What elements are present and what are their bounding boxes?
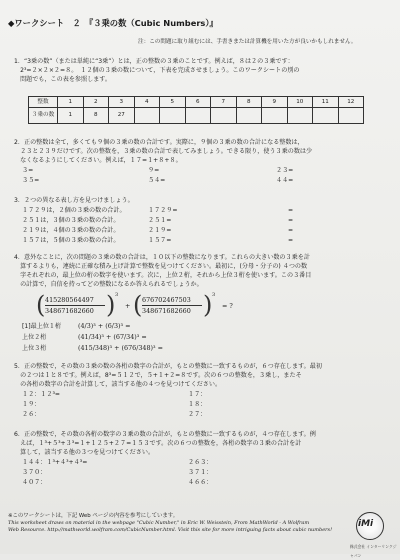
q5-item[interactable]: ２７： bbox=[188, 411, 207, 418]
answer-cell[interactable] bbox=[211, 108, 237, 124]
q6-item[interactable]: １４４：１³+４³+４³= bbox=[22, 459, 88, 466]
q5-item[interactable]: １２：１２³= bbox=[22, 391, 61, 398]
footer-citation: This worksheet draws on material in the webpage "Cubic Number," in Eric W. Weisstein, From MathWorld - A Wolfram bbox=[8, 520, 310, 526]
q4-step-label: 上位３桁 bbox=[22, 345, 47, 352]
q2-item[interactable]: ２３= bbox=[276, 167, 294, 174]
table-cell: 8 bbox=[83, 108, 109, 124]
table-cell: 1 bbox=[58, 97, 84, 108]
equals-question: = ? bbox=[222, 302, 233, 310]
q6-item[interactable]: ４０７： bbox=[22, 479, 47, 486]
q6-item[interactable]: ３７１： bbox=[188, 469, 213, 476]
q5-item[interactable]: １９： bbox=[22, 401, 41, 408]
q2-item[interactable]: ５４= bbox=[148, 177, 166, 184]
q4-line: の計算で，自信を持ってどの整数になるか答えられるでしょうか。 bbox=[14, 281, 203, 288]
q1-line: 問題でも，この表を参照します。 bbox=[14, 76, 112, 83]
q5-line: 5．正の整数で，その数の３乗の数の各桁の数字の合計が，もとの整数に一致するものが，６つ存在します。最初 bbox=[14, 363, 322, 370]
table-cell: 7 bbox=[211, 97, 237, 108]
table-cell: 27 bbox=[109, 108, 135, 124]
page-title: ◆ワークシート ２ 『３乗の数（Cubic Numbers）』 bbox=[8, 18, 218, 28]
left-paren: ( bbox=[36, 291, 46, 319]
table-cell: 4 bbox=[134, 97, 160, 108]
q3-answer-alt[interactable]: = bbox=[288, 237, 294, 244]
exponent: 3 bbox=[115, 292, 119, 298]
q4-step-label: 上位２桁 bbox=[22, 334, 47, 341]
instruction-note: 注：この問題に取り組むには、手書きまたは計算機を用いた方が良いかもしれません。 bbox=[138, 39, 357, 45]
question-6 bbox=[14, 430, 316, 457]
q4-step-expression[interactable]: (415/348)³ + (676/348)³ = bbox=[78, 344, 163, 352]
q3-statement: ２５１は，３個の３乗の数の合計。 bbox=[22, 217, 120, 224]
q6-item[interactable]: ３７０： bbox=[22, 469, 47, 476]
question-1 bbox=[14, 57, 299, 84]
fraction-2-numerator: 676702467503 bbox=[142, 296, 191, 304]
logo-caption: 株式会社 インターリンクジャパン bbox=[350, 544, 397, 558]
fraction-1-denominator: 348671682660 bbox=[45, 307, 94, 315]
q4-step-expression[interactable]: (4/3)³ + (6/3)³ = bbox=[78, 322, 131, 330]
answer-cell[interactable] bbox=[287, 108, 313, 124]
q2-item[interactable]: ３= bbox=[22, 167, 34, 174]
table-cell: 11 bbox=[313, 97, 339, 108]
q4-step-label: [1]最上位１桁 bbox=[22, 323, 62, 330]
answer-cell[interactable] bbox=[313, 108, 339, 124]
q4-line: 4．意外なことに，次の問題の３乗の数の合計は，１０以下の整数になります。これらの大きい数の３乗を計 bbox=[14, 254, 310, 261]
table-cell: 12 bbox=[338, 97, 364, 108]
answer-cell[interactable] bbox=[160, 108, 186, 124]
row-label-integer: 整数 bbox=[29, 97, 58, 108]
table-row-integers bbox=[29, 97, 364, 108]
q3-answer-alt[interactable]: = bbox=[288, 227, 294, 234]
question-3: 3．２つの異なる表し方を見つけましょう。 bbox=[14, 197, 134, 204]
logo-text: iMi bbox=[358, 519, 374, 529]
q5-item[interactable]: １７： bbox=[188, 391, 207, 398]
q5-item[interactable]: ２６： bbox=[22, 411, 41, 418]
cube-table bbox=[28, 96, 364, 124]
q3-answer[interactable]: １５７= bbox=[148, 237, 172, 244]
footer-citation: Web Resource. http://mathworld.wolfram.com/CubicNumber.html. Visit this site for more intriguing facts about cubic numbers! bbox=[8, 527, 333, 533]
q3-statement: １７２９は，２個の３乗の数の合計。 bbox=[22, 207, 126, 214]
table-cell: 1 bbox=[58, 108, 84, 124]
q3-statement: １５７は，５個の３乗の数の合計。 bbox=[22, 237, 120, 244]
table-row-cubes bbox=[29, 108, 364, 124]
q1-line: 1．“3乗の数”（または単純に“3乗”）とは，正の整数の３乗のことです。例えば，８は２の３乗です： bbox=[14, 58, 294, 65]
q3-answer-alt[interactable]: = bbox=[288, 207, 294, 214]
q6-line: 算して，該当する他の３つを見つけてください。 bbox=[14, 449, 155, 456]
q2-line: なくなるようにしてください。例えば，１７=１+８+８。 bbox=[14, 157, 182, 164]
q2-item[interactable]: ９= bbox=[148, 167, 160, 174]
table-cell: 2 bbox=[83, 97, 109, 108]
table-cell: 10 bbox=[287, 97, 313, 108]
q3-statement: ２１９は，４個の３乗の数の合計。 bbox=[22, 227, 120, 234]
question-5 bbox=[14, 362, 322, 389]
q5-line: の２つは１と８です。例えば，8³=５１２で，５+１+２=８です。次の６つの整数を，３乗し，またそ bbox=[14, 372, 302, 379]
answer-cell[interactable] bbox=[134, 108, 160, 124]
q2-item[interactable]: ４４= bbox=[276, 177, 294, 184]
q5-line: の各桁の数字の合計を計算して，該当する他の４つを見つけてください。 bbox=[14, 381, 222, 388]
exponent: 3 bbox=[212, 292, 216, 298]
left-paren: ( bbox=[133, 291, 143, 319]
q6-line: 6．正の整数で，その数の各桁の数字の３乗の数の合計が，もとの整数に一致するものが，４つ存在します。例 bbox=[14, 431, 316, 438]
q6-line: えば，１³+５³+３³=１+１２５+２７=１５３です。次の６つの整数を，各桁の数字の３乗の合計を計 bbox=[14, 440, 302, 447]
table-cell: 6 bbox=[185, 97, 211, 108]
plus-sign: + bbox=[125, 302, 131, 310]
fraction-1-numerator: 415280564497 bbox=[45, 296, 94, 304]
q5-item[interactable]: １８： bbox=[188, 401, 207, 408]
answer-cell[interactable] bbox=[236, 108, 262, 124]
q2-item[interactable]: ３５= bbox=[22, 177, 40, 184]
right-paren: ) bbox=[106, 291, 116, 319]
answer-cell[interactable] bbox=[338, 108, 364, 124]
q1-line: 2³=２×２×２=８。 １２個の３乗の数について，下表を完成させましょう。このワークシートの別の bbox=[14, 67, 300, 74]
q3-answer[interactable]: ２５１= bbox=[148, 217, 172, 224]
table-cell: 8 bbox=[236, 97, 262, 108]
footer-note: ※このワークシートは，下記 Web ページの内容を参考にしています。 bbox=[8, 513, 179, 519]
q2-line: 2．正の整数は全て，多くても９個の３乗の数の合計です。実際に，９個の３乗の数の合計になる整数は， bbox=[14, 139, 304, 146]
row-label-cube: ３乗の数 bbox=[29, 108, 58, 124]
table-cell: 3 bbox=[109, 97, 135, 108]
q6-item[interactable]: ２６３： bbox=[188, 459, 213, 466]
q4-line: 算するよりも，連続に正確な積み上げ計算で整数を見つけてください。最初に，(分母・分子の) ４つの数 bbox=[14, 263, 308, 270]
q4-step-expression[interactable]: (41/34)³ + (67/34)³ = bbox=[78, 333, 147, 341]
fraction-bar bbox=[45, 305, 105, 306]
q4-line: 字それぞれの，最上位の桁の数字を使います。次に，上位２桁，それから上位３桁を使います。この３番目 bbox=[14, 272, 312, 279]
q2-line: ２３と２３９だけです。次の整数を，３乗の数の合計で表してみましょう。できる限り，使う３乗の数は少 bbox=[14, 148, 313, 155]
question-4 bbox=[14, 253, 311, 289]
table-cell: 5 bbox=[160, 97, 186, 108]
q3-answer-alt[interactable]: = bbox=[288, 217, 294, 224]
fraction-2-denominator: 348671682660 bbox=[142, 307, 191, 315]
right-paren: ) bbox=[203, 291, 213, 319]
table-cell: 9 bbox=[262, 97, 288, 108]
fraction-bar bbox=[142, 305, 202, 306]
answer-cell[interactable] bbox=[185, 108, 211, 124]
answer-cell[interactable] bbox=[262, 108, 288, 124]
q6-item[interactable]: ４６６： bbox=[188, 479, 213, 486]
q3-answer[interactable]: ２１９= bbox=[148, 227, 172, 234]
question-2 bbox=[14, 138, 312, 165]
q3-answer[interactable]: １７２９= bbox=[148, 207, 178, 214]
